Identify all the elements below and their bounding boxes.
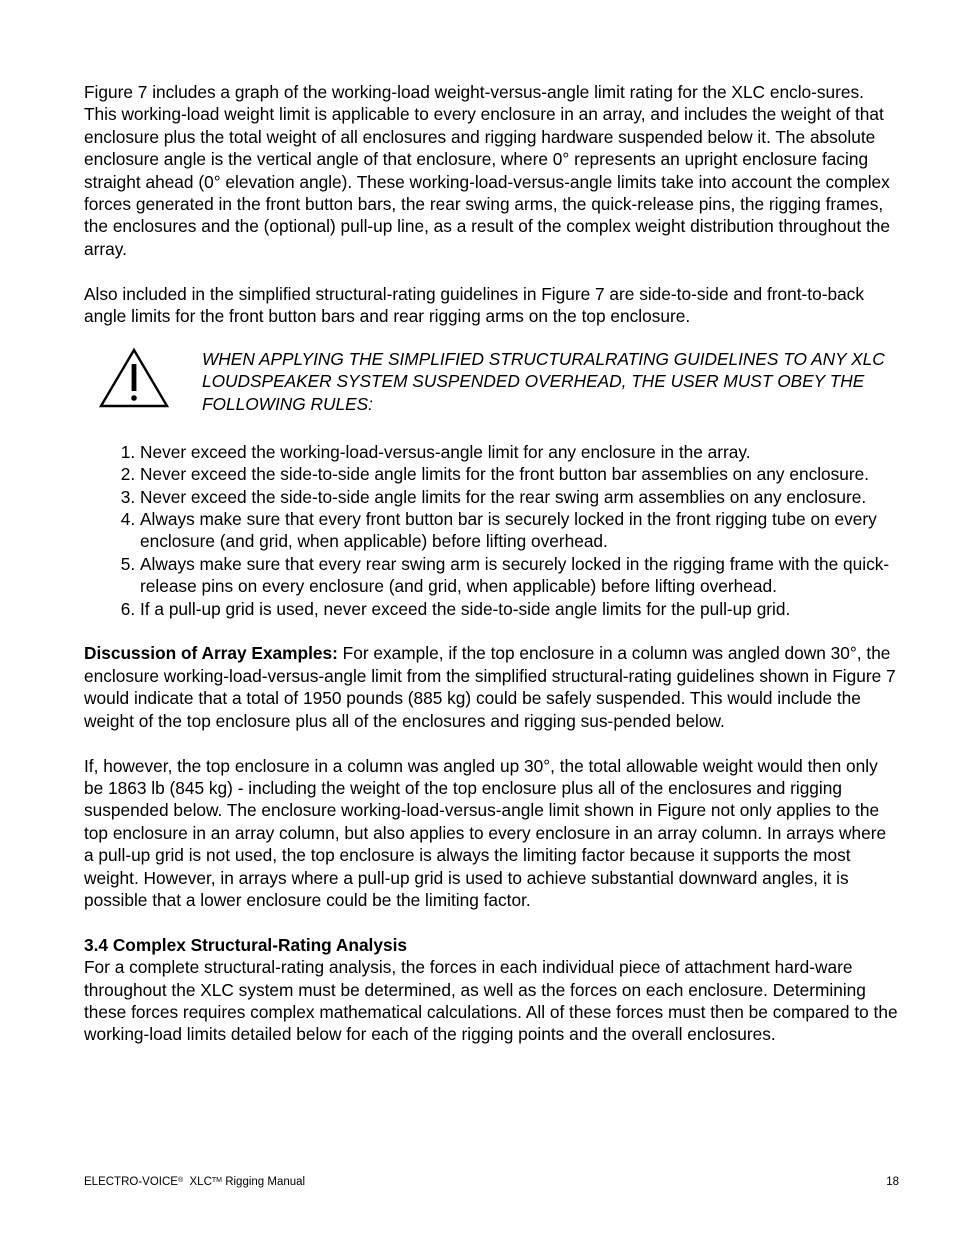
discussion-text: For example, if the top enclosure in a column was angled down 30°, the enclosure working-load-versus-angle limit from the simplified structural-rating guidelines shown in Figure 7 would indicate that a total of 1950 pounds (885 kg) could be safely suspended. This would include the weight of the top enclosure plus all of the enclosures and rigging sus-pended below. <box>84 643 896 731</box>
list-item: 4. Always make sure that every front button bar is securely locked in the front rigging tube on every enclosure (and grid, when applicable) before lifting overhead. <box>140 508 899 553</box>
warning-text: WHEN APPLYING THE SIMPLIFIED STRUCTURALRATING GUIDELINES TO ANY XLC LOUDSPEAKER SYSTEM SUSPENDED OVERHEAD, THE USER MUST OBEY THE FOLLOWING RULES: <box>202 348 885 414</box>
page-body <box>84 81 899 1046</box>
discussion-label: Discussion of Array Examples: <box>84 643 338 664</box>
list-item: 1. Never exceed the working-load-versus-angle limit for any enclosure in the array. <box>140 441 899 463</box>
section-heading: 3.4 Complex Structural-Rating Analysis <box>84 934 407 955</box>
page-number: 18 <box>886 1176 899 1188</box>
list-item: 3. Never exceed the side-to-side angle limits for the rear swing arm assemblies on any enclosure. <box>140 486 899 508</box>
footer-trademark: TM <box>211 1177 222 1184</box>
discussion-paragraph <box>84 642 899 732</box>
warning-triangle-icon <box>98 346 170 410</box>
footer-registered-mark: ® <box>177 1177 184 1184</box>
footer-manual-title: Rigging Manual <box>225 1176 306 1188</box>
footer-title <box>84 1176 305 1188</box>
angle-limits-paragraph: Also included in the simplified structural-rating guidelines in Figure 7 are side-to-side and front-to-back angle limits for the front button bars and rear rigging arms on the top enclosure. <box>84 283 864 327</box>
footer-brand: ELECTRO-VOICE <box>84 1176 178 1188</box>
page-footer <box>84 1175 899 1189</box>
warning-callout <box>84 350 899 420</box>
section-paragraph: For a complete structural-rating analysis, the forces in each individual piece of attachment hard-ware throughout the XLC system must be determined, as well as the forces on each enclosure. Determining these forces requires complex mathematical calculations. All of these forces must then be compared to the working-load limits detailed below for each of the rigging points and the overall enclosures. <box>84 957 898 1045</box>
rules-list <box>84 441 899 620</box>
footer-product: XLC <box>189 1176 212 1188</box>
pull-up-paragraph: If, however, the top enclosure in a column was angled up 30°, the total allowable weight would then only be 1863 lb (845 kg) - including the weight of the top enclosure plus all of the enclosures and rigging suspended below. The enclosure working-load-versus-angle limit shown in Figure not only applies to the top enclosure in an array column, but also applies to every enclosure in an array column. In arrays where a pull-up grid is not used, the top enclosure is always the limiting factor because it supports the most weight. However, in arrays where a pull-up grid is used to achieve substantial downward angles, it is possible that a lower enclosure could be the limiting factor. <box>84 755 887 910</box>
intro-paragraph: Figure 7 includes a graph of the working-load weight-versus-angle limit rating for the XLC enclo-sures. This working-load weight limit is applicable to every enclosure in an array, and includes the weight of that enclosure plus the total weight of all enclosures and rigging hardware suspended below it. The absolute enclosure angle is the vertical angle of that enclosure, where 0° represents an upright enclosure facing straight ahead (0° elevation angle). These working-load-versus-angle limits take into account the complex forces generated in the front button bars, the rear swing arms, the quick-release pins, the rigging frames, the enclosures and the (optional) pull-up line, as a result of the complex weight distribution throughout the array. <box>84 82 890 259</box>
list-item: 5. Always make sure that every rear swing arm is securely locked in the rigging frame with the quick-release pins on every enclosure (and grid, when applicable) before lifting overhead. <box>140 553 899 598</box>
list-item: 6. If a pull-up grid is used, never exceed the side-to-side angle limits for the pull-up grid. <box>140 598 899 620</box>
list-item: 2. Never exceed the side-to-side angle limits for the front button bar assemblies on any enclosure. <box>140 463 899 485</box>
